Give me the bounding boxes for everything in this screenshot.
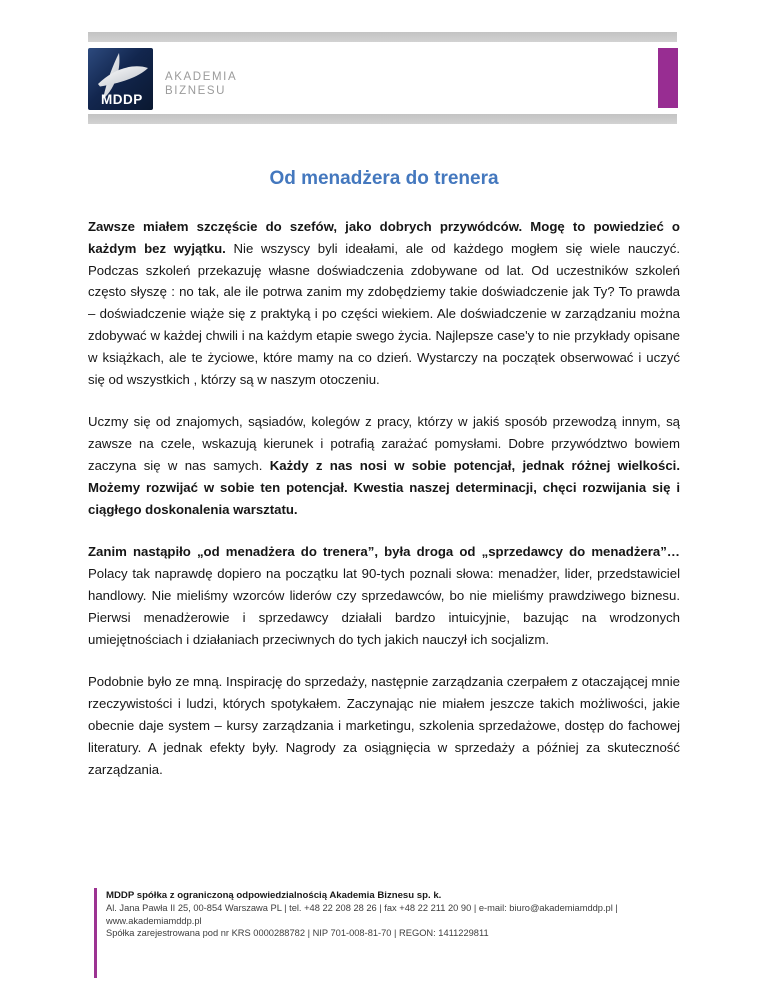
mddp-logo	[88, 48, 153, 110]
header-top-bar	[88, 32, 677, 42]
paragraph-segment: Podobnie było ze mną. Inspirację do sprzedaży, następnie zarządzania czerpałem z otaczającej mnie rzeczywistości i ludzi, których spotykałem. Zaczynając nie miałem jeszcze takich możliwości, jakie obecnie daje system – kursy zarządzania i marketingu, szkolenia sprzedażowe, dostęp do fachowej literatury. A jednak efekty były. Nagrody za osiągnięcia w sprzedaży a później za skuteczność zarządzania.	[88, 674, 680, 777]
paragraph-3	[88, 541, 680, 650]
footer-accent-line	[94, 888, 97, 978]
purple-accent-block	[658, 48, 678, 108]
paragraph-2	[88, 411, 680, 520]
paragraph-4	[88, 671, 680, 780]
header-bottom-bar	[88, 114, 677, 124]
paragraph-segment: Nie wszyscy byli ideałami, ale od każdego mogłem się wiele nauczyć. Podczas szkoleń przekazuję własne doświadczenia zdobywane od lat. Od uczestników szkoleń często słyszę : no tak, ale ile potrwa zanim my zdobędziemy takie doświadczenie jak Ty? To prawda – doświadczenie wiąże się z praktyką i po części wiekiem. Ale doświadczenie w zarządzaniu można zdobywać w każdej chwili i na każdym etapie swego życia. Najlepsze case'y to nie przykłady opisane w książkach, ale te życiowe, które mamy na co dzień. Wystarczy na początek obserwować i uczyć się od wszystkich , którzy są w naszym otoczeniu.	[88, 240, 680, 387]
paragraph-segment: Uczmy się od znajomych, sąsiadów, kolegów z pracy, którzy w jakiś sposób przewodzą innym, są zawsze na czele, wskazują kierunek i potrafią zarażać pomysłami. Dobre przywództwo bowiem zaczyna się w nas samych.	[88, 414, 680, 473]
paragraph-segment: Zawsze miałem szczęście do szefów, jako dobrych przywódców. Mogę to powiedzieć o każdym bez wyjątku.	[88, 219, 680, 256]
brand-line-1: AKADEMIA	[165, 71, 238, 83]
footer-registry-line: Spółka zarejestrowana pod nr KRS 0000288782 | NIP 701-008-81-70 | REGON: 1411229811	[106, 927, 489, 938]
footer-company-name: MDDP spółka z ograniczoną odpowiedzialnością Akademia Biznesu sp. k.	[106, 890, 442, 901]
logo-text: MDDP	[101, 92, 143, 107]
paragraph-segment: Polacy tak naprawdę dopiero na początku lat 90-tych poznali słowa: menadżer, lider, przedstawiciel handlowy. Nie mieliśmy wzorców liderów czy sprzedawców, bo nie mieliśmy prawdziwego biznesu. Pierwsi menadżerowie i sprzedawcy działali bardzo intuicyjnie, bazując na wrodzonych umiejętnościach i działaniach przeciwnych do tych jakich nauczył ich socjalizm.	[88, 566, 680, 647]
footer	[106, 890, 706, 939]
brand-name	[165, 71, 237, 98]
paragraph-segment: Każdy z nas nosi w sobie potencjał, jednak różnej wielkości. Możemy rozwijać w sobie ten potencjał. Kwestia naszej determinacji, chęci rozwijania się i ciągłego doskonalenia warsztatu.	[88, 457, 680, 517]
footer-address-line: Al. Jana Pawła II 25, 00-854 Warszawa PL | tel. +48 22 208 28 26 | fax +48 22 211 20 90 | e-mail: biuro@akademiamddp.pl | www.akademiamddp.pl	[106, 903, 618, 926]
article	[88, 167, 680, 801]
paragraph-1	[88, 216, 680, 390]
paragraph-segment: Zanim nastąpiło „od menadżera do trenera”, była droga od „sprzedawcy do menadżera”…	[88, 544, 680, 560]
mddp-swoosh-icon	[88, 48, 153, 110]
page-title: Od menadżera do trenera	[269, 168, 499, 189]
brand-line-2: BIZNESU	[165, 84, 227, 97]
